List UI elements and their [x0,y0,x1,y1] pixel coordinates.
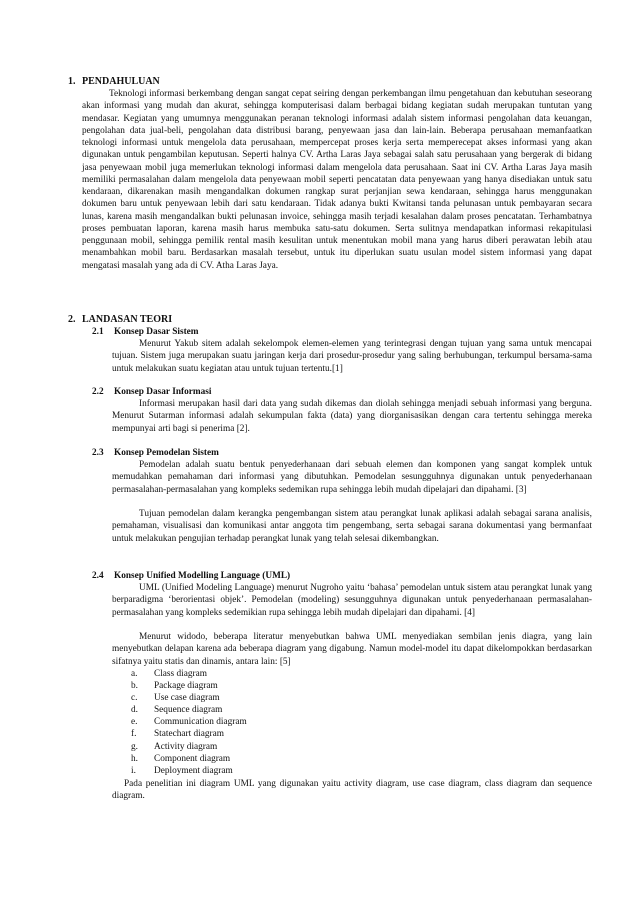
subsection-number: 2.4 [92,571,104,581]
pendahuluan-paragraph: Teknologi informasi berkembang dengan sangat cepat seiring dengan perkembangan ilmu pengetahuan dan kebutuhan seseorang akan informasi yang mudah dan akurat, sehingga komputerisasi dalam berbagai bidang kegiatan sudah merupakan tuntutan yang mendasar. Kegiatan yang umumnya menggunakan peranan teknologi informasi adalah sistem informasi pengolahan data keuangan, pengolahan data jual-beli, pengolahan data distribusi barang, penyewaan jasa dan lain-lain. Beberapa perusahaan memanfaatkan teknologi informasi untuk mengelola data perusahaan, mempercepat proses kerja serta memperecepat akses informasi yang akan digunakan untuk pengambilan keputusan. Seperti halnya CV. Artha Laras Jaya sebagai salah satu perusahaan yang bergerak di bidang jasa penyewaan mobil juga memerlukan teknologi informasi dalam mengelola data perusahaan. Saat ini CV. Artha Laras Jaya masih memiliki permasalahan dalam mengelola data penyewaan mobil seperti pencatatan data penyewaan yang hanya disediakan untuk satu kendaraan, dikarenakan masih mengandalkan dokumen rangkap surat perjanjian sewa kendaraan, sehingga harus menggunakan dokumen baru untuk penyewaan lebih dari satu kendaraan. Tidak adanya bukti Kwitansi tanda pelunasan untuk pembayaran secara lunas, karena masih mengandalkan bukti pelunasan invoice, sehingga masih terjadi kesalahan dalam proses pencatatan. Terhambatnya proses pembuatan laporan, karena masih harus membuka satu-satu dokumen. Serta sulitnya mendapatkan informasi rekapitulasi penggunaan mobil, sehingga pemilik rental masih kesulitan untuk menentukan mobil mana yang harus diberi perawatan lebih atau menambahkan mobil baru. Berdasarkan masalah tersebut, untuk itu diperlukan suatu usulan model sistem informasi yang dapat mengatasi masalah yang ada di CV. Atha Laras Jaya. [82,89,592,271]
list-item [131,668,247,680]
uml-closing-paragraph: Pada penelitian ini diagram UML yang digunakan yaitu activity diagram, use case diagram, class diagram dan sequence diagram. [112,779,592,802]
list-letter: b. [131,681,138,692]
list-item [131,692,247,704]
list-letter: f. [131,729,137,740]
section-number: 1. [68,76,76,87]
konsep-dasar-sistem-paragraph: Menurut Yakub sitem adalah sekelompok elemen-elemen yang terintegrasi dengan tujuan yang sama untuk mencapai tujuan. Sistem juga merupakan suatu jaringan kerja dari prosedur-prosedur yang saling berhubungan, terkumpul bersama-sama untuk melakukan suatu kegiatan atau untuk tujuan tertentu.[1] [112,339,592,374]
section-title: PENDAHULUAN [82,76,160,87]
list-text: Use case diagram [154,693,220,704]
list-text: Sequence diagram [154,705,223,716]
subsection-number: 2.3 [92,448,104,458]
list-text: Component diagram [154,753,231,764]
list-letter: d. [131,705,138,716]
list-letter: i. [131,765,136,776]
list-item [131,728,247,740]
subsection-title: Konsep Dasar Informasi [114,387,212,397]
subsection-number: 2.2 [92,387,104,397]
konsep-pemodelan-paragraph-1: Pemodelan adalah suatu bentuk penyederhanaan dari sebuah elemen dan komponen yang sangat komplek untuk memudahkan pemahaman dari informasi yang dibutuhkan. Pemodelan sesungguhnya digunakan untuk penyederhanaan permasalahan-permasalahan yang kompleks sedemikan rupa sehingga lebih mudah dipelajari dan dipahami. [3] [112,460,592,495]
list-letter: g. [131,741,138,752]
list-text: Deployment diagram [154,765,233,776]
section-number: 2. [68,314,76,325]
list-item [131,704,247,716]
subsection-number: 2.1 [92,327,104,337]
list-letter: a. [131,669,138,679]
konsep-dasar-informasi-paragraph: Informasi merupakan hasil dari data yang sudah dikemas dan diolah sehingga menjadi sebuah informasi yang berguna. Menurut Sutarman informasi adalah sekumpulan fakta (data) yang diorganisasikan dengan cara tertentu sehingga mereka mempunyai arti bagi si penerima [2]. [112,399,592,434]
subsection-title: Konsep Dasar Sistem [114,327,199,337]
list-item [131,765,247,777]
list-letter: h. [131,753,138,764]
section-title: LANDASAN TEORI [82,314,173,325]
konsep-pemodelan-paragraph-2: Tujuan pemodelan dalam kerangka pengembangan sistem atau perangkat lunak aplikasi adalah sebagai sarana analisis, pemahaman, visualisasi dan komunikasi antar anggota tim pengembang, serta sebagai sarana dokumentasi yang bermanfaat untuk melakukan pengujian terhadap perangkat lunak yang telah selesai dikembangkan. [112,509,592,544]
list-text: Statechart diagram [154,729,224,740]
subsection-title: Konsep Unified Modelling Language (UML) [114,571,291,581]
list-letter: c. [131,693,138,704]
list-item [131,741,247,753]
list-text: Communication diagram [154,717,247,728]
list-item [131,716,247,728]
uml-paragraph-1: UML (Unified Modeling Language) menurut Nugroho yaitu ‘bahasa’ pemodelan untuk sistem atau perangkat lunak yang berparadigma ‘berorientasi objek’. Pemodelan (modeling) sesungguhnya digunakan untuk penyederhanaan permasalahan-permasalahan yang kompleks sedemikian rupa sehingga lebih mudah dipelajari dan dipahami. [4] [112,583,592,618]
list-text: Activity diagram [154,741,218,752]
list-letter: e. [131,717,138,728]
list-text: Package diagram [154,681,218,692]
subsection-title: Konsep Pemodelan Sistem [114,448,219,458]
uml-diagram-list [131,668,247,777]
list-item [131,680,247,692]
list-item [131,753,247,765]
list-text: Class diagram [154,669,207,679]
uml-paragraph-2: Menurut widodo, beberapa literatur menyebutkan bahwa UML menyediakan sembilan jenis diagra, yang lain menyebutkan delapan karena ada beberapa diagram yang digabung. Namun model-model itu dapat dikelompokkan berdasarkan sifatnya yaitu statis dan dinamis, antara lain: [5] [112,632,592,667]
